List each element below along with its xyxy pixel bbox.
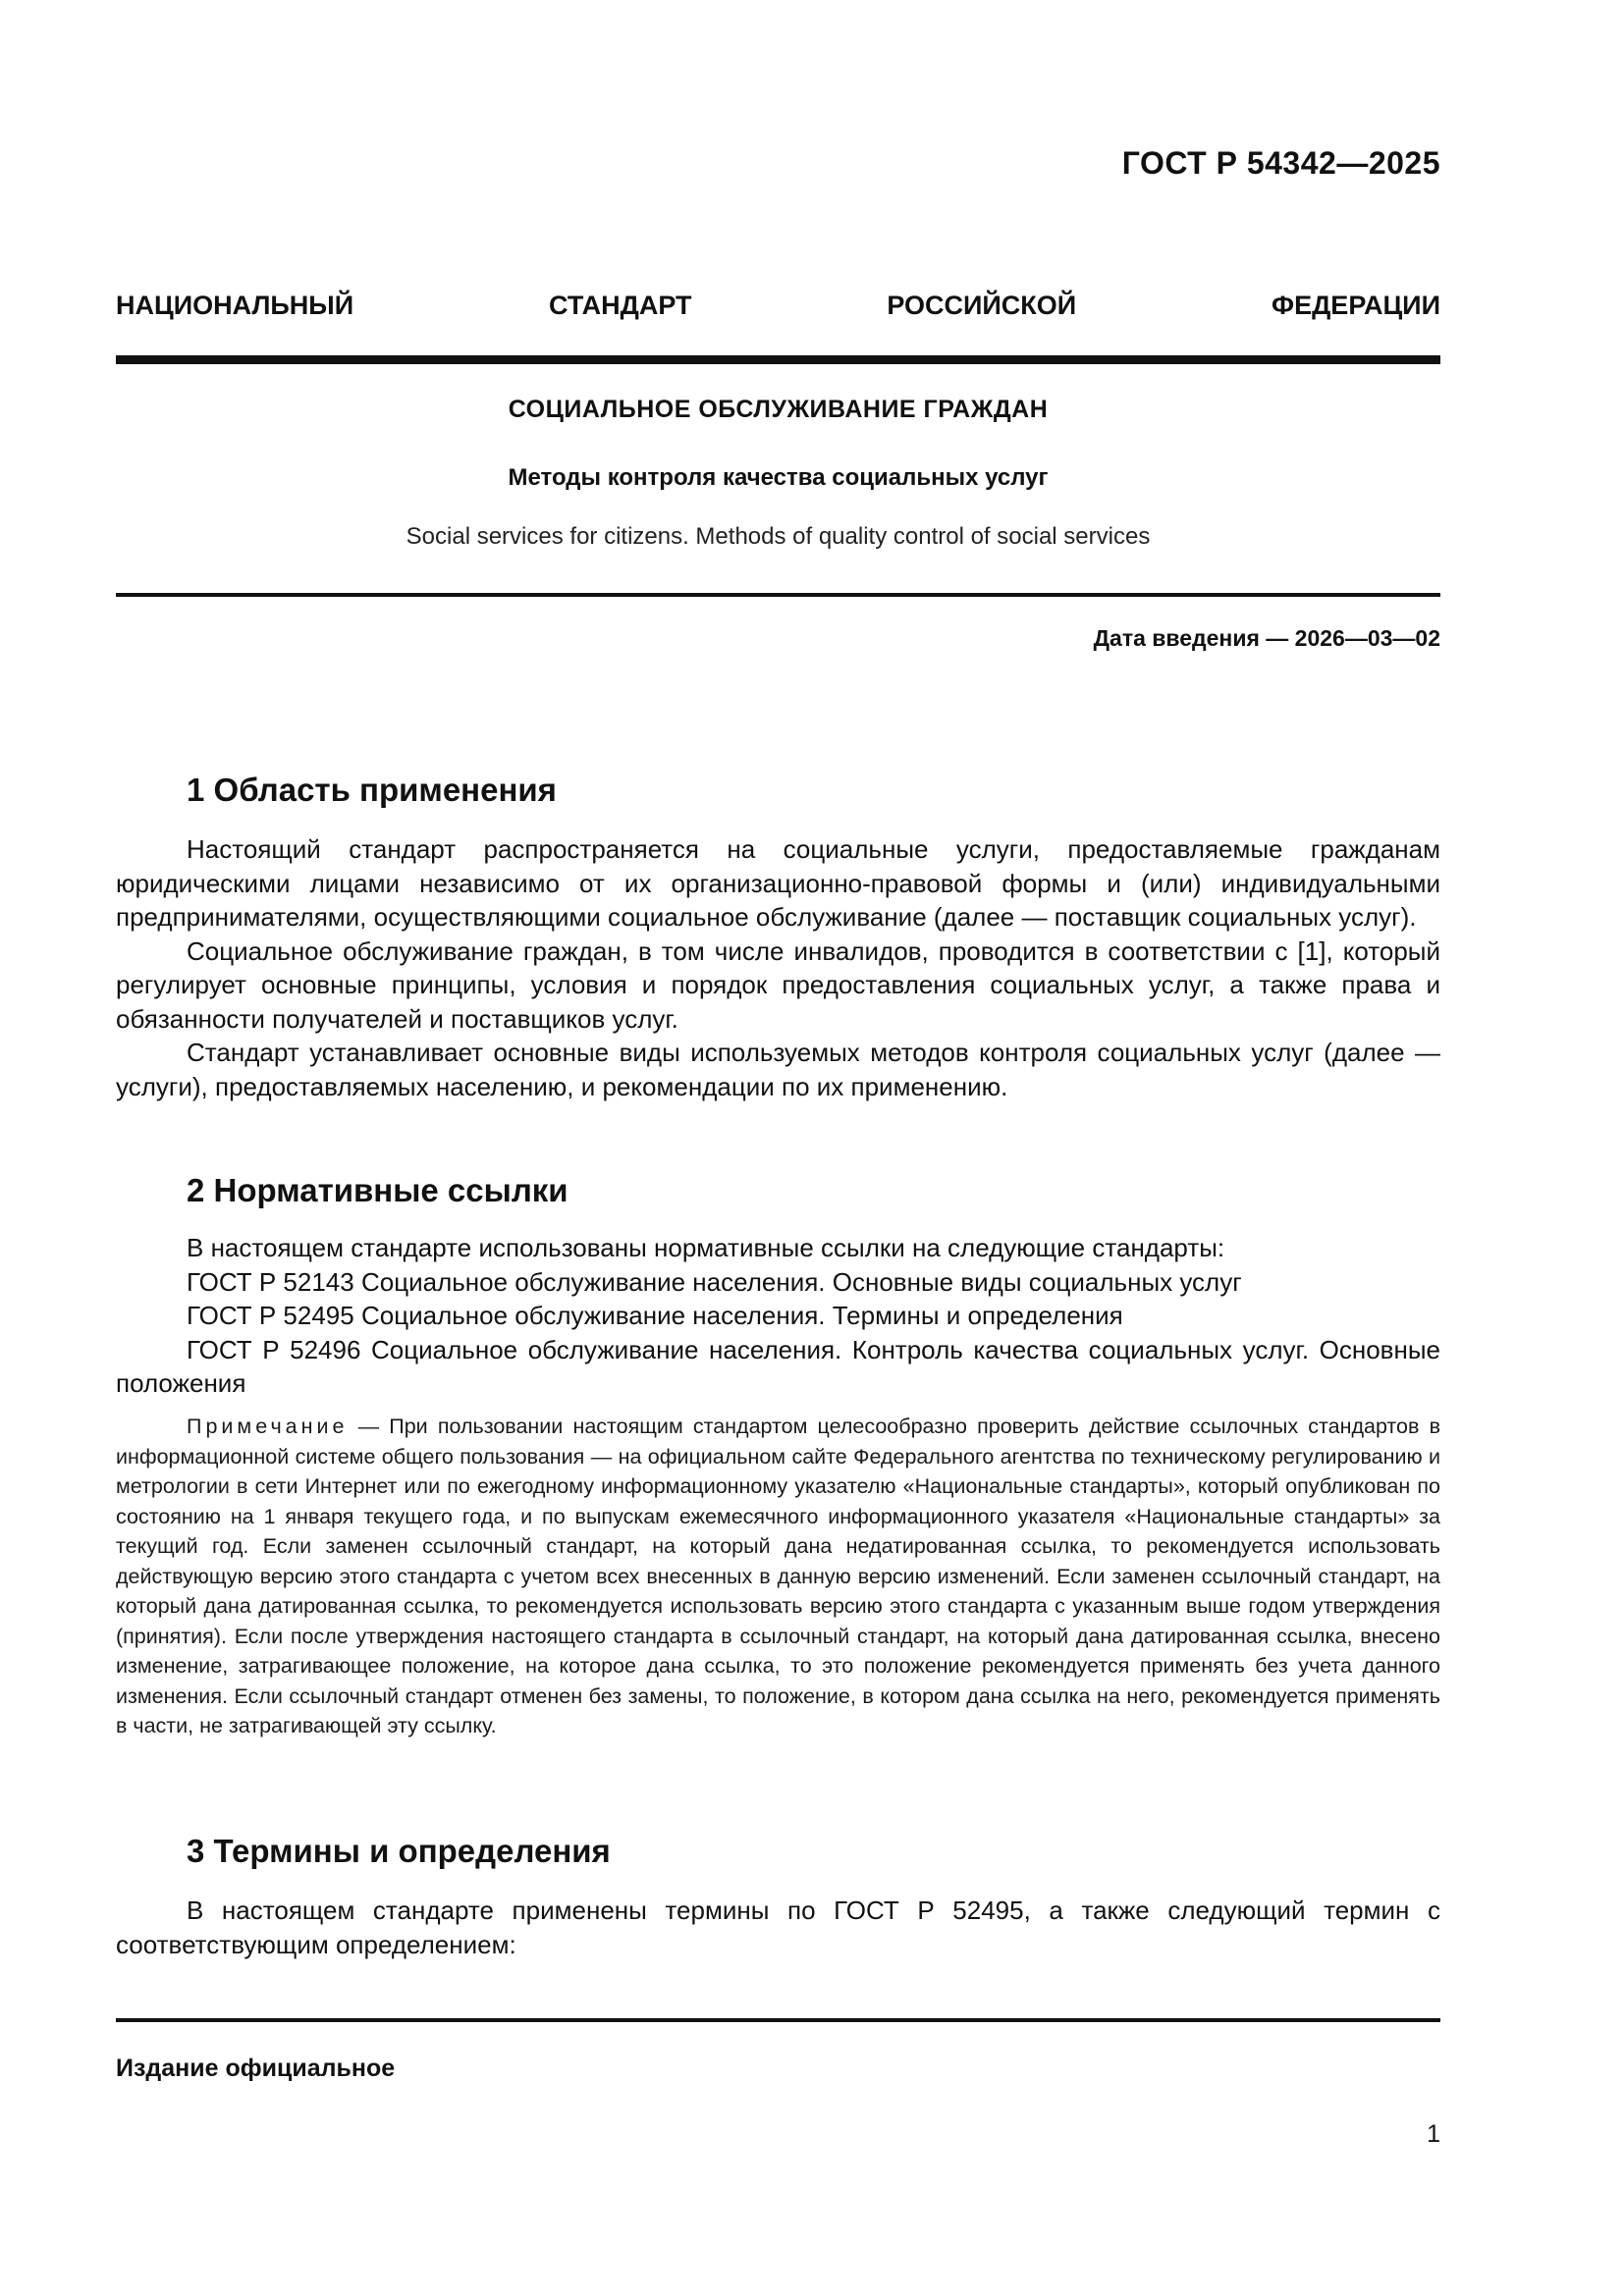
note-text: — При пользовании настоящим стандартом целесообразно проверить действие ссылочных стандартов в информационной системе общего пользования — на официальном сайте Федерального агентства по техническому регулированию и метрологии в сети Интернет или по ежегодному информационному указателю «Национальные стандарты», который опубликован по состоянию на 1 января текущего года, и по выпускам ежемесячного информационного указателя «Национальные стандарты» за текущий год. Если заменен ссылочный стандарт, на который дана недатированная ссылка, то рекомендуется использовать действующую версию этого стандарта с учетом всех внесенных в данную версию изменений. Если заменен ссылочный стандарт, на который дана датированная ссылка, то рекомендуется использовать версию этого стандарта с указанным выше годом утверждения (принятия). Если после утверждения настоящего стандарта в ссылочный стандарт, на который дана датированная ссылка, внесено изменение, затрагивающее положение, на которое дана ссылка, то это положение рекомендуется применять без учета данного изменения. Если ссылочный стандарт отменен без замены, то положение, в котором дана ссылка на него, рекомендуется применять в части, не затрагивающей эту ссылку. [116,1415,1440,1737]
reference-item [116,1333,1440,1401]
footer-rule [116,2018,1440,2022]
references-note [116,1412,1440,1741]
reference-item [116,1265,1440,1300]
english-title: Social services for citizens. Methods of quality control of social services [406,523,1151,550]
document-number: ГОСТ Р 54342—2025 [1121,145,1440,181]
section-3-heading: 3 Термины и определения [187,1833,611,1869]
reference-code: ГОСТ Р 52495 [187,1301,354,1330]
page-number: 1 [1427,2120,1440,2148]
header-rule [116,355,1440,364]
reference-title: Социальное обслуживание населения. Контроль качества социальных услуг. Основные положения [116,1334,1440,1398]
section-1-paragraph: Стандарт устанавливает основные виды используемых методов контроля социальных услуг (далее — услуги), предоставляемых населению, и рекомендации по их применению. [116,1038,1440,1101]
reference-title: Социальное обслуживание населения. Основные виды социальных услуг [360,1266,1242,1297]
introduction-date: Дата введения — 2026—03—02 [1093,625,1440,651]
reference-title: Социальное обслуживание населения. Термины и определения [360,1301,1123,1330]
section-1-body [116,832,1440,1103]
normative-references [116,1231,1440,1401]
document-subtitle: Методы контроля качества социальных услуг [508,464,1049,491]
note-label: Примечание [187,1415,349,1438]
document-title: СОЦИАЛЬНОЕ ОБСЛУЖИВАНИЕ ГРАЖДАН [508,396,1049,423]
reference-item [116,1299,1440,1333]
reference-code: ГОСТ Р 52496 [187,1334,361,1364]
national-standard-banner: НАЦИОНАЛЬНЫЙ СТАНДАРТ РОССИЙСКОЙ ФЕДЕРАЦИИ [116,291,1440,320]
section-3-body [116,1894,1440,1961]
official-edition-label: Издание официальное [116,2055,396,2082]
section-3-paragraph: В настоящем стандарте применены термины по ГОСТ Р 52495, а также следующий термин с соответствующим определением: [116,1896,1440,1959]
title-rule [116,593,1440,597]
section-1-heading: 1 Область применения [187,772,557,808]
references-intro: В настоящем стандарте использованы нормативные ссылки на следующие стандарты: [187,1233,1225,1262]
section-1-paragraph: Настоящий стандарт распространяется на социальные услуги, предоставляемые гражданам юридическими лицами независимо от их организационно-правовой формы и (или) индивидуальными предпринимателями, осуществляющими социальное обслуживание (далее — поставщик социальных услуг). [116,834,1440,932]
section-2-heading: 2 Нормативные ссылки [187,1172,568,1208]
section-1-paragraph: Социальное обслуживание граждан, в том числе инвалидов, проводится в соответствии с [1], который регулирует основные принципы, условия и порядок предоставления социальных услуг, а также права и обязанности получателей и поставщиков услуг. [116,935,1440,1034]
reference-code: ГОСТ Р 52143 [187,1266,354,1297]
